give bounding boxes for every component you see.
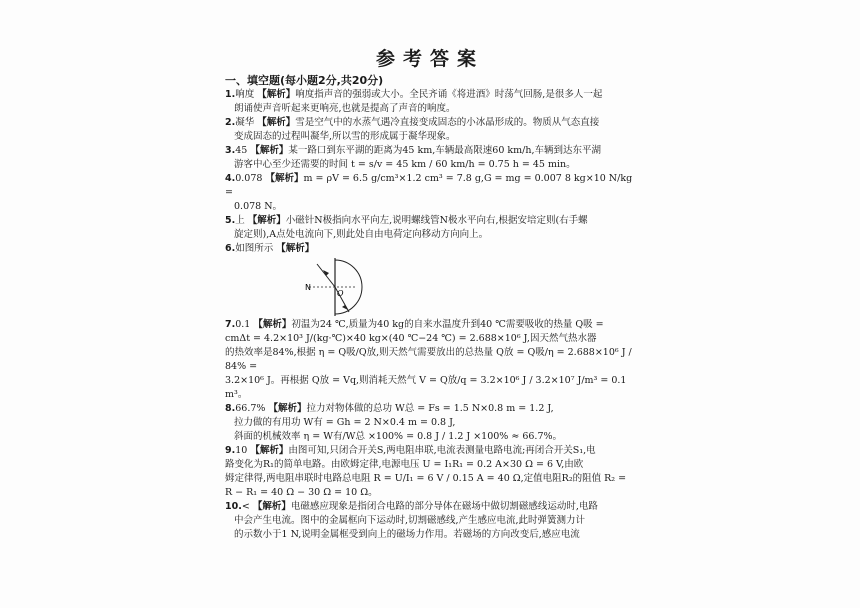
answer-item-7: 7.0.1 【解析】初温为24 ℃,质量为40 kg的自来水温度升到40 ℃需要吸收的热量 Q吸 = cmΔt = 4.2×10³ J/(kg·℃)×40 kg×(40 ℃−24 ℃) = 2.688×10⁶ J,因天然气热水器 的热效率是84%,根据 η = Q吸/Q放,则天然气需要放出的总热量 Q放 = Q吸/η = 2.688×10⁶ J / 84% = 3.2×10⁶ J。再根据 Q放 = Vq,则消耗天然气 V = Q放/q = 3.2×10⁶ J / 3.2×10⁷ J/m³ = 0.1 m³。 — [225, 319, 632, 400]
answer-item-9: 9.10 【解析】由图可知,只闭合开关S,两电阻串联,电流表测量电路电流;再闭合开关S₁,电 路变化为R₁的简单电路。由欧姆定律,电源电压 U = I₁R₁ = 0.2 A×30 Ω = 6 V,由欧 姆定律得,两电阻串联时电路总电阻 R = U/I₁ = 6 V / 0.15 A = 40 Ω,定值电阻R₂的阻值 R₂ = R − R₁ = 40 Ω − 30 Ω = 10 Ω。 — [225, 445, 627, 498]
answer-item-2: 2.凝华 【解析】雪是空气中的水蒸气遇冷直接变成固态的小冰晶形成的。物质从气态直接 变成固态的过程叫凝华,所以雪的形成属于凝华现象。 — [225, 117, 600, 142]
page-title: 参考答案 — [375, 48, 484, 70]
answer-item-10: 10.< 【解析】电磁感应现象是指闭合电路的部分导体在磁场中做切割磁感线运动时,电路 中会产生电流。图中的金属框向下运动时,切割磁感线,产生感应电流,此时弹簧测力计 的示数小于1 N,说明金属框受到向上的磁场力作用。若磁场的方向改变后,感应电流 — [225, 501, 598, 540]
answer-item-5: 5.上 【解析】小磁针N极指向水平向左,说明螺线管N极水平向右,根据安培定则(右手螺 旋定则),A点处电流向下,则此处自由电荷定向移动方向向上。 — [225, 215, 588, 240]
answer-item-6: 6.如图所示 【解析】 N O — [225, 242, 635, 318]
answer-item-1: 1.响度 【解析】响度指声音的强弱或大小。全民齐诵《将进酒》时荡气回肠,是很多人一起 朗诵使声音听起来更响亮,也就是提高了声音的响度。 — [225, 89, 603, 114]
semicircle-diagram — [305, 256, 395, 318]
normal-label: N — [305, 283, 311, 292]
answer-item-4: 4.0.078 【解析】m = ρV = 6.5 g/cm³×1.2 cm³ = 7.8 g,G = mg = 0.007 8 kg×10 N/kg = 0.078 N。 — [225, 173, 633, 212]
answer-item-3: 3.45 【解析】某一路口到东平湖的距离为45 km,车辆最高限速60 km/h,车辆到达东平湖 游客中心至少还需要的时间 t = s/v = 45 km / 60 km/h = 0.75 h = 45 min。 — [225, 145, 601, 170]
refraction-figure — [225, 256, 635, 318]
origin-label: O — [337, 289, 344, 298]
answer-list — [225, 88, 635, 542]
section-heading: 一、填空题(每小题2分,共20分) — [225, 74, 384, 87]
answer-item-8: 8.66.7% 【解析】拉力对物体做的总功 W总 = Fs = 1.5 N×0.8 m = 1.2 J, 拉力做的有用功 W有 = Gh = 2 N×0.4 m = 0.8 J, 斜面的机械效率 η = W有/W总 ×100% = 0.8 J / 1.2 J ×100% ≈ 66.7%。 — [225, 403, 563, 442]
